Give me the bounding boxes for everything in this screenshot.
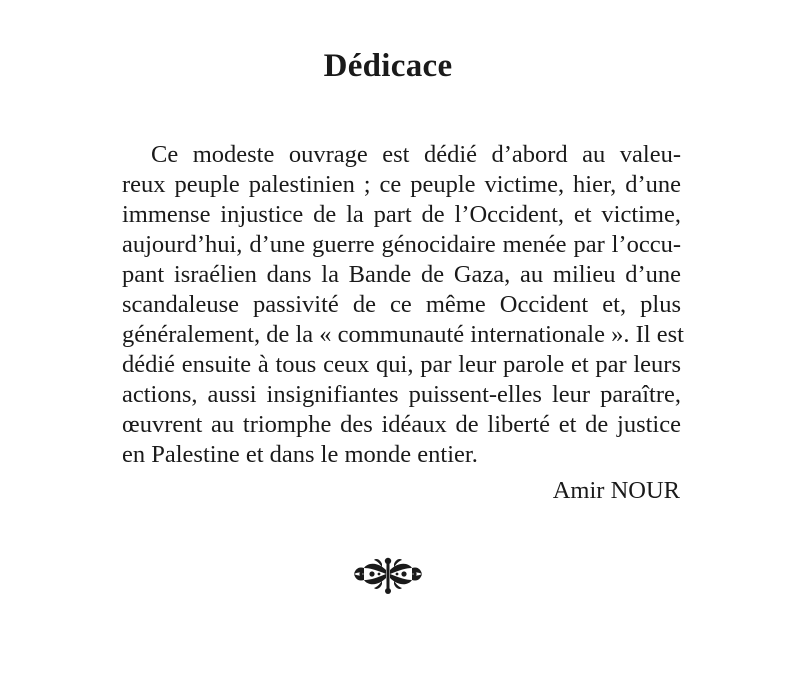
paragraph-line: œuvrent au triomphe des idéaux de liberté et de justice	[122, 411, 681, 438]
paragraph-line: reux peuple palestinien ; ce peuple victime, hier, d’une	[122, 171, 681, 198]
page-title: Dédicace	[323, 48, 453, 84]
paragraph-line: actions, aussi insignifiantes puissent-elles leur paraître,	[122, 381, 681, 408]
paragraph-line: en Palestine et dans le monde entier.	[122, 441, 478, 468]
paragraph-line: pant israélien dans la Bande de Gaza, au milieu d’une	[122, 261, 681, 288]
paragraph-line: dédié ensuite à tous ceux qui, par leur parole et par leurs	[122, 351, 681, 378]
floral-fleuron-icon	[352, 556, 424, 596]
paragraph-line: Ce modeste ouvrage est dédié d’abord au valeu-	[151, 141, 681, 168]
paragraph-line: aujourd’hui, d’une guerre génocidaire menée par l’occu-	[122, 231, 681, 258]
author-signature: Amir NOUR	[552, 477, 680, 504]
dedication-paragraph	[122, 140, 684, 470]
paragraph-line: immense injustice de la part de l’Occident, et victime,	[122, 201, 681, 228]
paragraph-line: scandaleuse passivité de ce même Occident et, plus	[122, 291, 681, 318]
paragraph-line: généralement, de la « communauté internationale ». Il est	[122, 321, 684, 348]
